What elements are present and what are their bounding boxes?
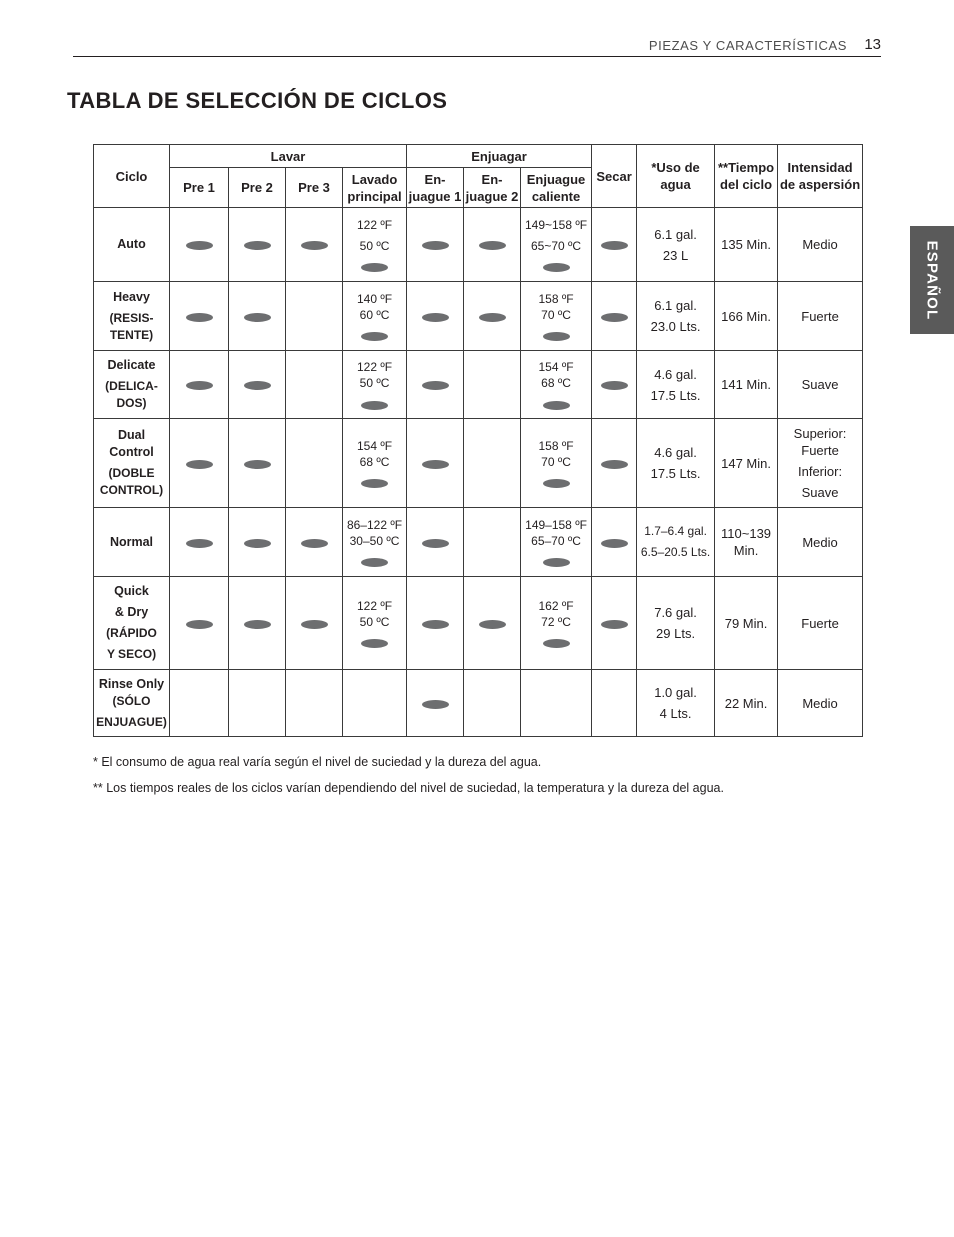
step-indicator-icon <box>422 620 449 629</box>
header-pre3: Pre 3 <box>286 168 343 208</box>
temp-f: 158 ºF <box>538 291 574 306</box>
header-enjuague1: En- juague 1 <box>407 168 464 208</box>
step-indicator-icon <box>479 313 506 322</box>
temp-f: 154 ºF <box>538 360 574 375</box>
water-use-gal: 6.1 gal. <box>654 226 697 242</box>
header-tiempo-ciclo: **Tiempo del ciclo <box>715 145 778 208</box>
cycle-name: Dual Control (DOBLE CONTROL) <box>94 419 170 508</box>
step-indicator-icon <box>244 460 271 469</box>
header-pre2: Pre 2 <box>229 168 286 208</box>
temp-f: 122 ºF <box>356 217 393 232</box>
page-title: TABLA DE SELECCIÓN DE CICLOS <box>67 88 448 113</box>
spray-intensity: Fuerte <box>778 577 863 670</box>
step-indicator-icon <box>244 381 271 390</box>
cycle-time: 147 Min. <box>715 419 778 508</box>
cycle-name: Delicate (DELICA- DOS) <box>94 351 170 419</box>
table-row <box>94 208 863 282</box>
step-indicator-icon <box>601 381 628 390</box>
step-indicator-icon <box>422 241 449 250</box>
step-indicator-icon <box>186 313 213 322</box>
cycle-time: 135 Min. <box>715 208 778 282</box>
temp-f: 149~158 ºF <box>524 217 588 232</box>
temp-f: 158 ºF <box>538 438 574 453</box>
cycle-name: Heavy (RESIS- TENTE) <box>94 282 170 351</box>
cycle-time: 79 Min. <box>715 577 778 670</box>
temp-c: 70 ºC <box>541 307 571 322</box>
water-use-liters: 17.5 Lts. <box>650 466 701 481</box>
step-indicator-icon <box>601 241 628 250</box>
table-row <box>94 670 863 737</box>
header-secar: Secar <box>592 145 637 208</box>
header-lavar: Lavar <box>170 145 407 168</box>
water-use-gal: 1.0 gal. <box>654 685 697 700</box>
temp-f: 154 ºF <box>356 438 393 453</box>
temp-c: 50 ºC <box>359 238 390 253</box>
table-row <box>94 577 863 670</box>
cycle-name: Auto <box>94 208 170 282</box>
step-indicator-icon <box>244 313 271 322</box>
language-tab-label: ESPAÑOL <box>923 240 941 320</box>
step-indicator-icon <box>244 241 271 250</box>
water-use-gal: 1.7–6.4 gal. <box>644 524 707 538</box>
step-indicator-icon <box>422 313 449 322</box>
water-use-gal: 6.1 gal. <box>654 298 697 313</box>
temp-f: 140 ºF <box>356 291 393 306</box>
step-indicator-icon <box>479 620 506 629</box>
header-enjuague-caliente: Enjuague caliente <box>521 168 592 208</box>
step-indicator-icon <box>244 620 271 629</box>
cycle-time: 166 Min. <box>715 282 778 351</box>
temp-c: 68 ºC <box>359 454 390 469</box>
spray-intensity: Medio <box>778 508 863 577</box>
step-indicator-icon <box>543 332 570 341</box>
temp-c: 70 ºC <box>541 454 571 469</box>
page-number: 13 <box>864 36 881 53</box>
step-indicator-icon <box>601 620 628 629</box>
temp-f: 86–122 ºF <box>346 517 403 532</box>
step-indicator-icon <box>186 460 213 469</box>
step-indicator-icon <box>361 263 388 272</box>
spray-intensity: Fuerte <box>778 282 863 351</box>
header-uso-agua: *Uso de agua <box>637 145 715 208</box>
water-use-gal: 7.6 gal. <box>654 605 697 620</box>
temp-f: 162 ºF <box>538 598 574 613</box>
step-indicator-icon <box>301 241 328 250</box>
cycle-name: Quick & Dry (RÁPIDO Y SECO) <box>94 577 170 670</box>
temp-c: 65~70 ºC <box>530 238 582 253</box>
water-use-liters: 29 Lts. <box>656 626 696 641</box>
step-indicator-icon <box>186 381 213 390</box>
cycle-name: Normal <box>94 508 170 577</box>
spray-intensity: Suave <box>778 351 863 419</box>
step-indicator-icon <box>244 539 271 548</box>
water-use-liters: 23 L <box>662 247 689 263</box>
language-tab <box>910 226 954 334</box>
table-row <box>94 508 863 577</box>
temp-f: 149–158 ºF <box>525 517 587 532</box>
header-lavado-principal: Lavado principal <box>343 168 407 208</box>
step-indicator-icon <box>422 539 449 548</box>
temp-c: 60 ºC <box>359 307 390 322</box>
step-indicator-icon <box>543 639 570 648</box>
header-section-title: PIEZAS Y CARACTERÍSTICAS <box>648 38 847 53</box>
water-use-liters: 23.0 Lts. <box>650 319 701 334</box>
step-indicator-icon <box>186 241 213 250</box>
temp-c: 72 ºC <box>541 614 571 629</box>
step-indicator-icon <box>601 313 628 322</box>
step-indicator-icon <box>422 381 449 390</box>
water-use-gal: 4.6 gal. <box>654 366 697 382</box>
table-row <box>94 419 863 508</box>
water-use-liters: 4 Lts. <box>659 706 692 721</box>
temp-f: 122 ºF <box>356 598 393 613</box>
step-indicator-icon <box>186 539 213 548</box>
footnote-water-use: * El consumo de agua real varía según el nivel de suciedad y la dureza del agua. <box>93 755 542 769</box>
water-use-liters: 17.5 Lts. <box>650 387 701 403</box>
step-indicator-icon <box>186 620 213 629</box>
cycle-name: Rinse Only (SÓLO ENJUAGUE) <box>94 670 170 737</box>
temp-c: 68 ºC <box>541 376 571 391</box>
footnote-cycle-time: ** Los tiempos reales de los ciclos varían dependiendo del nivel de suciedad, la temperatura y la dureza del agua. <box>93 781 724 795</box>
temp-c: 30–50 ºC <box>349 533 400 548</box>
header-rule <box>73 56 881 57</box>
cycle-time: 110~139 Min. <box>715 508 778 577</box>
step-indicator-icon <box>301 539 328 548</box>
header-ciclo: Ciclo <box>94 145 170 208</box>
table-row <box>94 351 863 419</box>
step-indicator-icon <box>361 558 388 567</box>
step-indicator-icon <box>301 620 328 629</box>
header-pre1: Pre 1 <box>170 168 229 208</box>
temp-c: 50 ºC <box>359 614 390 629</box>
water-use-liters: 6.5–20.5 Lts. <box>640 545 711 559</box>
temp-c: 50 ºC <box>359 376 390 391</box>
step-indicator-icon <box>543 479 570 488</box>
step-indicator-icon <box>543 401 570 410</box>
step-indicator-icon <box>361 401 388 410</box>
step-indicator-icon <box>543 263 570 272</box>
step-indicator-icon <box>361 332 388 341</box>
step-indicator-icon <box>422 460 449 469</box>
step-indicator-icon <box>543 558 570 567</box>
temp-f: 122 ºF <box>356 360 393 375</box>
spray-intensity: Medio <box>778 670 863 737</box>
header-intensidad: Intensidad de aspersión <box>778 145 863 208</box>
cycle-time: 22 Min. <box>715 670 778 737</box>
cycle-selection-table <box>93 144 863 737</box>
header-enjuague2: En- juague 2 <box>464 168 521 208</box>
cycle-time: 141 Min. <box>715 351 778 419</box>
table-row <box>94 282 863 351</box>
step-indicator-icon <box>361 479 388 488</box>
temp-c: 65–70 ºC <box>531 533 581 548</box>
step-indicator-icon <box>361 639 388 648</box>
step-indicator-icon <box>601 460 628 469</box>
step-indicator-icon <box>601 539 628 548</box>
step-indicator-icon <box>422 700 449 709</box>
step-indicator-icon <box>479 241 506 250</box>
header-enjuagar: Enjuagar <box>407 145 592 168</box>
spray-intensity: Superior: Fuerte Inferior: Suave <box>778 419 863 508</box>
water-use-gal: 4.6 gal. <box>654 445 697 460</box>
spray-intensity: Medio <box>778 208 863 282</box>
